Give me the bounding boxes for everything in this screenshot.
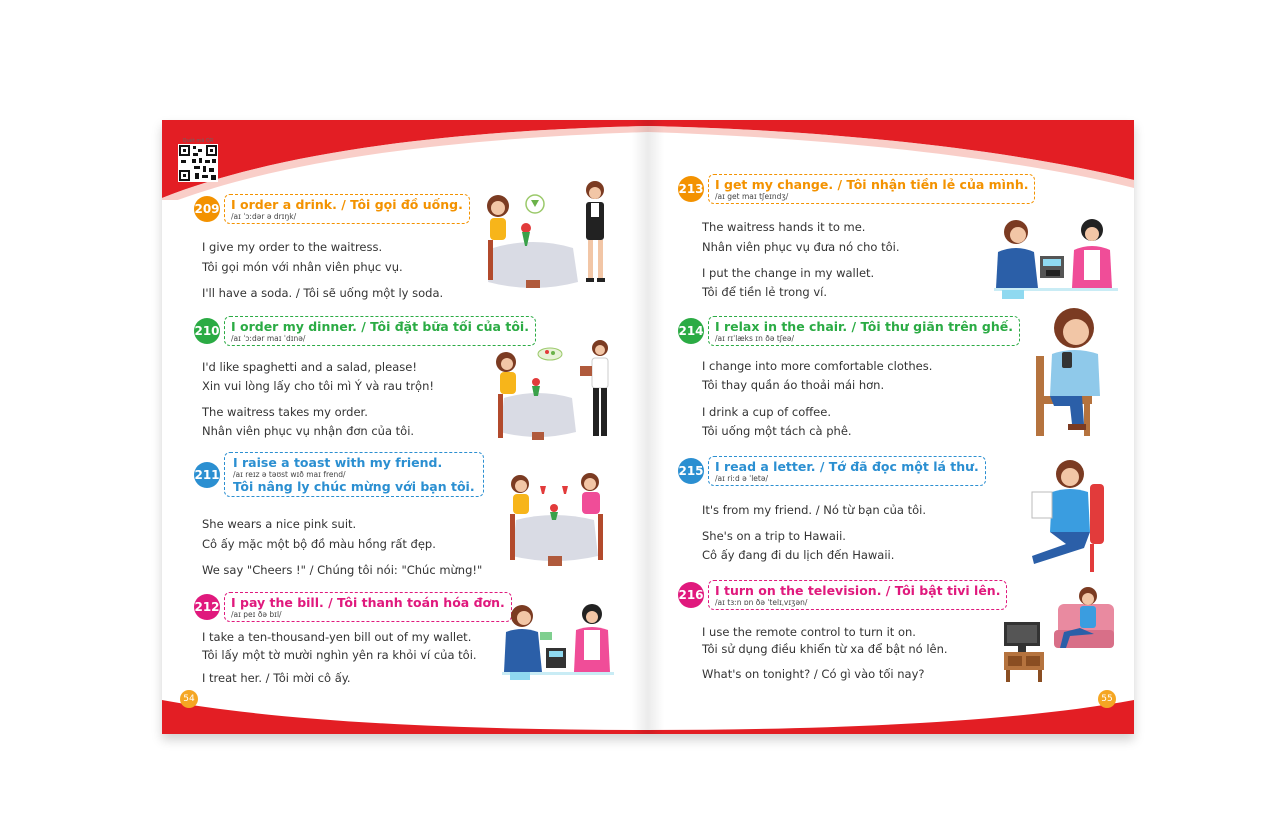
entry-212-line-2: Tôi lấy một tờ mười nghìn yên ra khỏi ví của tôi. [202,648,477,662]
entry-215-header [678,456,986,486]
entry-211-line-3: We say "Cheers !" / Chúng tôi nói: "Chúc mừng!" [202,563,483,577]
entry-210-line-2: Xin vui lòng lấy cho tôi mì Ý và rau trộn! [202,379,434,393]
page-number-left: 54 [180,690,198,708]
entry-number-badge: 212 [194,594,220,620]
entry-213-line-2: Nhân viên phục vụ đưa nó cho tôi. [702,240,900,254]
entry-title-box [708,580,1007,610]
entry-number-badge: 210 [194,318,220,344]
qr-code[interactable] [178,138,218,182]
page-number-right: 55 [1098,690,1116,708]
entry-title: I turn on the television. / Tôi bật tivi lên. [715,583,1001,598]
watching-tv-illustration [1004,584,1114,688]
entry-215-line-3: Cô ấy đang đi du lịch đến Hawaii. [702,548,895,562]
getting-change-illustration [994,216,1118,306]
entry-215-line-1: It's from my friend. / Nó từ bạn của tôi. [702,503,927,517]
entry-213-line-4: Tôi để tiền lẻ trong ví. [702,285,828,299]
entry-title: I raise a toast with my friend. [233,455,443,470]
entry-number-badge: 213 [678,176,704,202]
entry-ipa: /aɪ reɪz ə təʊst wɪð maɪ frend/ [233,470,346,479]
entry-209-line-1: I give my order to the waitress. [202,240,383,254]
entry-title-box [224,592,512,622]
entry-title: I order my dinner. / Tôi đặt bữa tối của tôi. [231,319,529,334]
entry-210-line-3: The waitress takes my order. [202,405,368,419]
entry-number-badge: 211 [194,462,220,488]
bottom-corner-decoration [648,694,1134,734]
entry-title: I get my change. / Tôi nhận tiền lẻ của mình. [715,177,1029,192]
entry-ipa: /aɪ rɪˈlæks ɪn ðə tʃeə/ [715,334,795,343]
paying-bill-illustration [502,602,614,682]
right-page [648,120,1134,734]
entry-209-line-2: Tôi gọi món với nhân viên phục vụ. [202,260,403,274]
entry-214-line-2: Tôi thay quần áo thoải mái hơn. [702,378,885,392]
entry-215-line-2: She's on a trip to Hawaii. [702,529,846,543]
ordering-drink-illustration [478,176,618,294]
toast-illustration [504,472,610,572]
entry-ipa: /aɪ ˈɔːdər maɪ ˈdɪnə/ [231,334,306,343]
entry-number-badge: 209 [194,196,220,222]
entry-title-box [708,456,986,486]
entry-212-line-1: I take a ten-thousand-yen bill out of my wallet. [202,630,472,644]
entry-212-header [194,592,512,622]
reading-letter-illustration [1026,456,1108,574]
entry-ipa: /aɪ ˈɔːdər ə drɪŋk/ [231,212,297,221]
entry-214-line-3: I drink a cup of coffee. [702,405,831,419]
entry-213-line-3: I put the change in my wallet. [702,266,875,280]
entry-211-header [194,452,484,497]
entry-216-line-2: Tôi sử dụng điều khiển từ xa để bật nó lên. [702,642,948,656]
entry-number-badge: 215 [678,458,704,484]
entry-213-header [678,174,1035,204]
entry-title-box [708,174,1035,204]
bottom-corner-decoration [162,694,648,734]
entry-216-header [678,580,1007,610]
entry-title: I relax in the chair. / Tôi thư giãn trên ghế. [715,319,1014,334]
entry-210-line-1: I'd like spaghetti and a salad, please! [202,360,417,374]
entry-210-line-4: Nhân viên phục vụ nhận đơn của tôi. [202,424,415,438]
entry-ipa: /aɪ get maɪ tʃeɪndʒ/ [715,192,789,201]
entry-214-line-1: I change into more comfortable clothes. [702,359,933,373]
relaxing-chair-illustration [1032,306,1108,440]
entry-211-line-1: She wears a nice pink suit. [202,517,357,531]
qr-code-icon [178,144,218,182]
entry-214-header [678,316,1020,346]
entry-ipa: /aɪ riːd ə ˈletə/ [715,474,768,483]
entry-title: I read a letter. / Tớ đã đọc một lá thư. [715,459,979,474]
entry-ipa: /aɪ tɜːn ɒn ðə ˈtelɪˌvɪʒən/ [715,598,808,607]
entry-title-box [224,194,470,224]
entry-209-line-3: I'll have a soda. / Tôi sẽ uống một ly soda. [202,286,444,300]
entry-216-line-3: What's on tonight? / Có gì vào tối nay? [702,667,925,681]
entry-ipa: /aɪ peɪ ðə bɪl/ [231,610,282,619]
entry-title-box [224,316,536,346]
entry-212-line-3: I treat her. / Tôi mời cô ấy. [202,671,351,685]
entry-number-badge: 216 [678,582,704,608]
left-page [162,120,648,734]
book-spread [162,120,1134,734]
entry-subtitle: Tôi nâng ly chúc mừng với bạn tôi. [233,479,475,494]
entry-216-line-1: I use the remote control to turn it on. [702,625,916,639]
entry-title: I order a drink. / Tôi gọi đồ uống. [231,197,463,212]
entry-214-line-4: Tôi uống một tách cà phê. [702,424,852,438]
entry-title: I pay the bill. / Tôi thanh toán hóa đơn. [231,595,505,610]
entry-209-header [194,194,470,224]
entry-title-box [708,316,1020,346]
entry-number-badge: 214 [678,318,704,344]
ordering-dinner-illustration [492,338,620,446]
entry-title-box [224,452,484,497]
entry-213-line-1: The waitress hands it to me. [702,220,866,234]
qr-label: Quét mã QR [182,138,214,144]
entry-210-header [194,316,536,346]
entry-211-line-2: Cô ấy mặc một bộ đồ màu hồng rất đẹp. [202,537,436,551]
